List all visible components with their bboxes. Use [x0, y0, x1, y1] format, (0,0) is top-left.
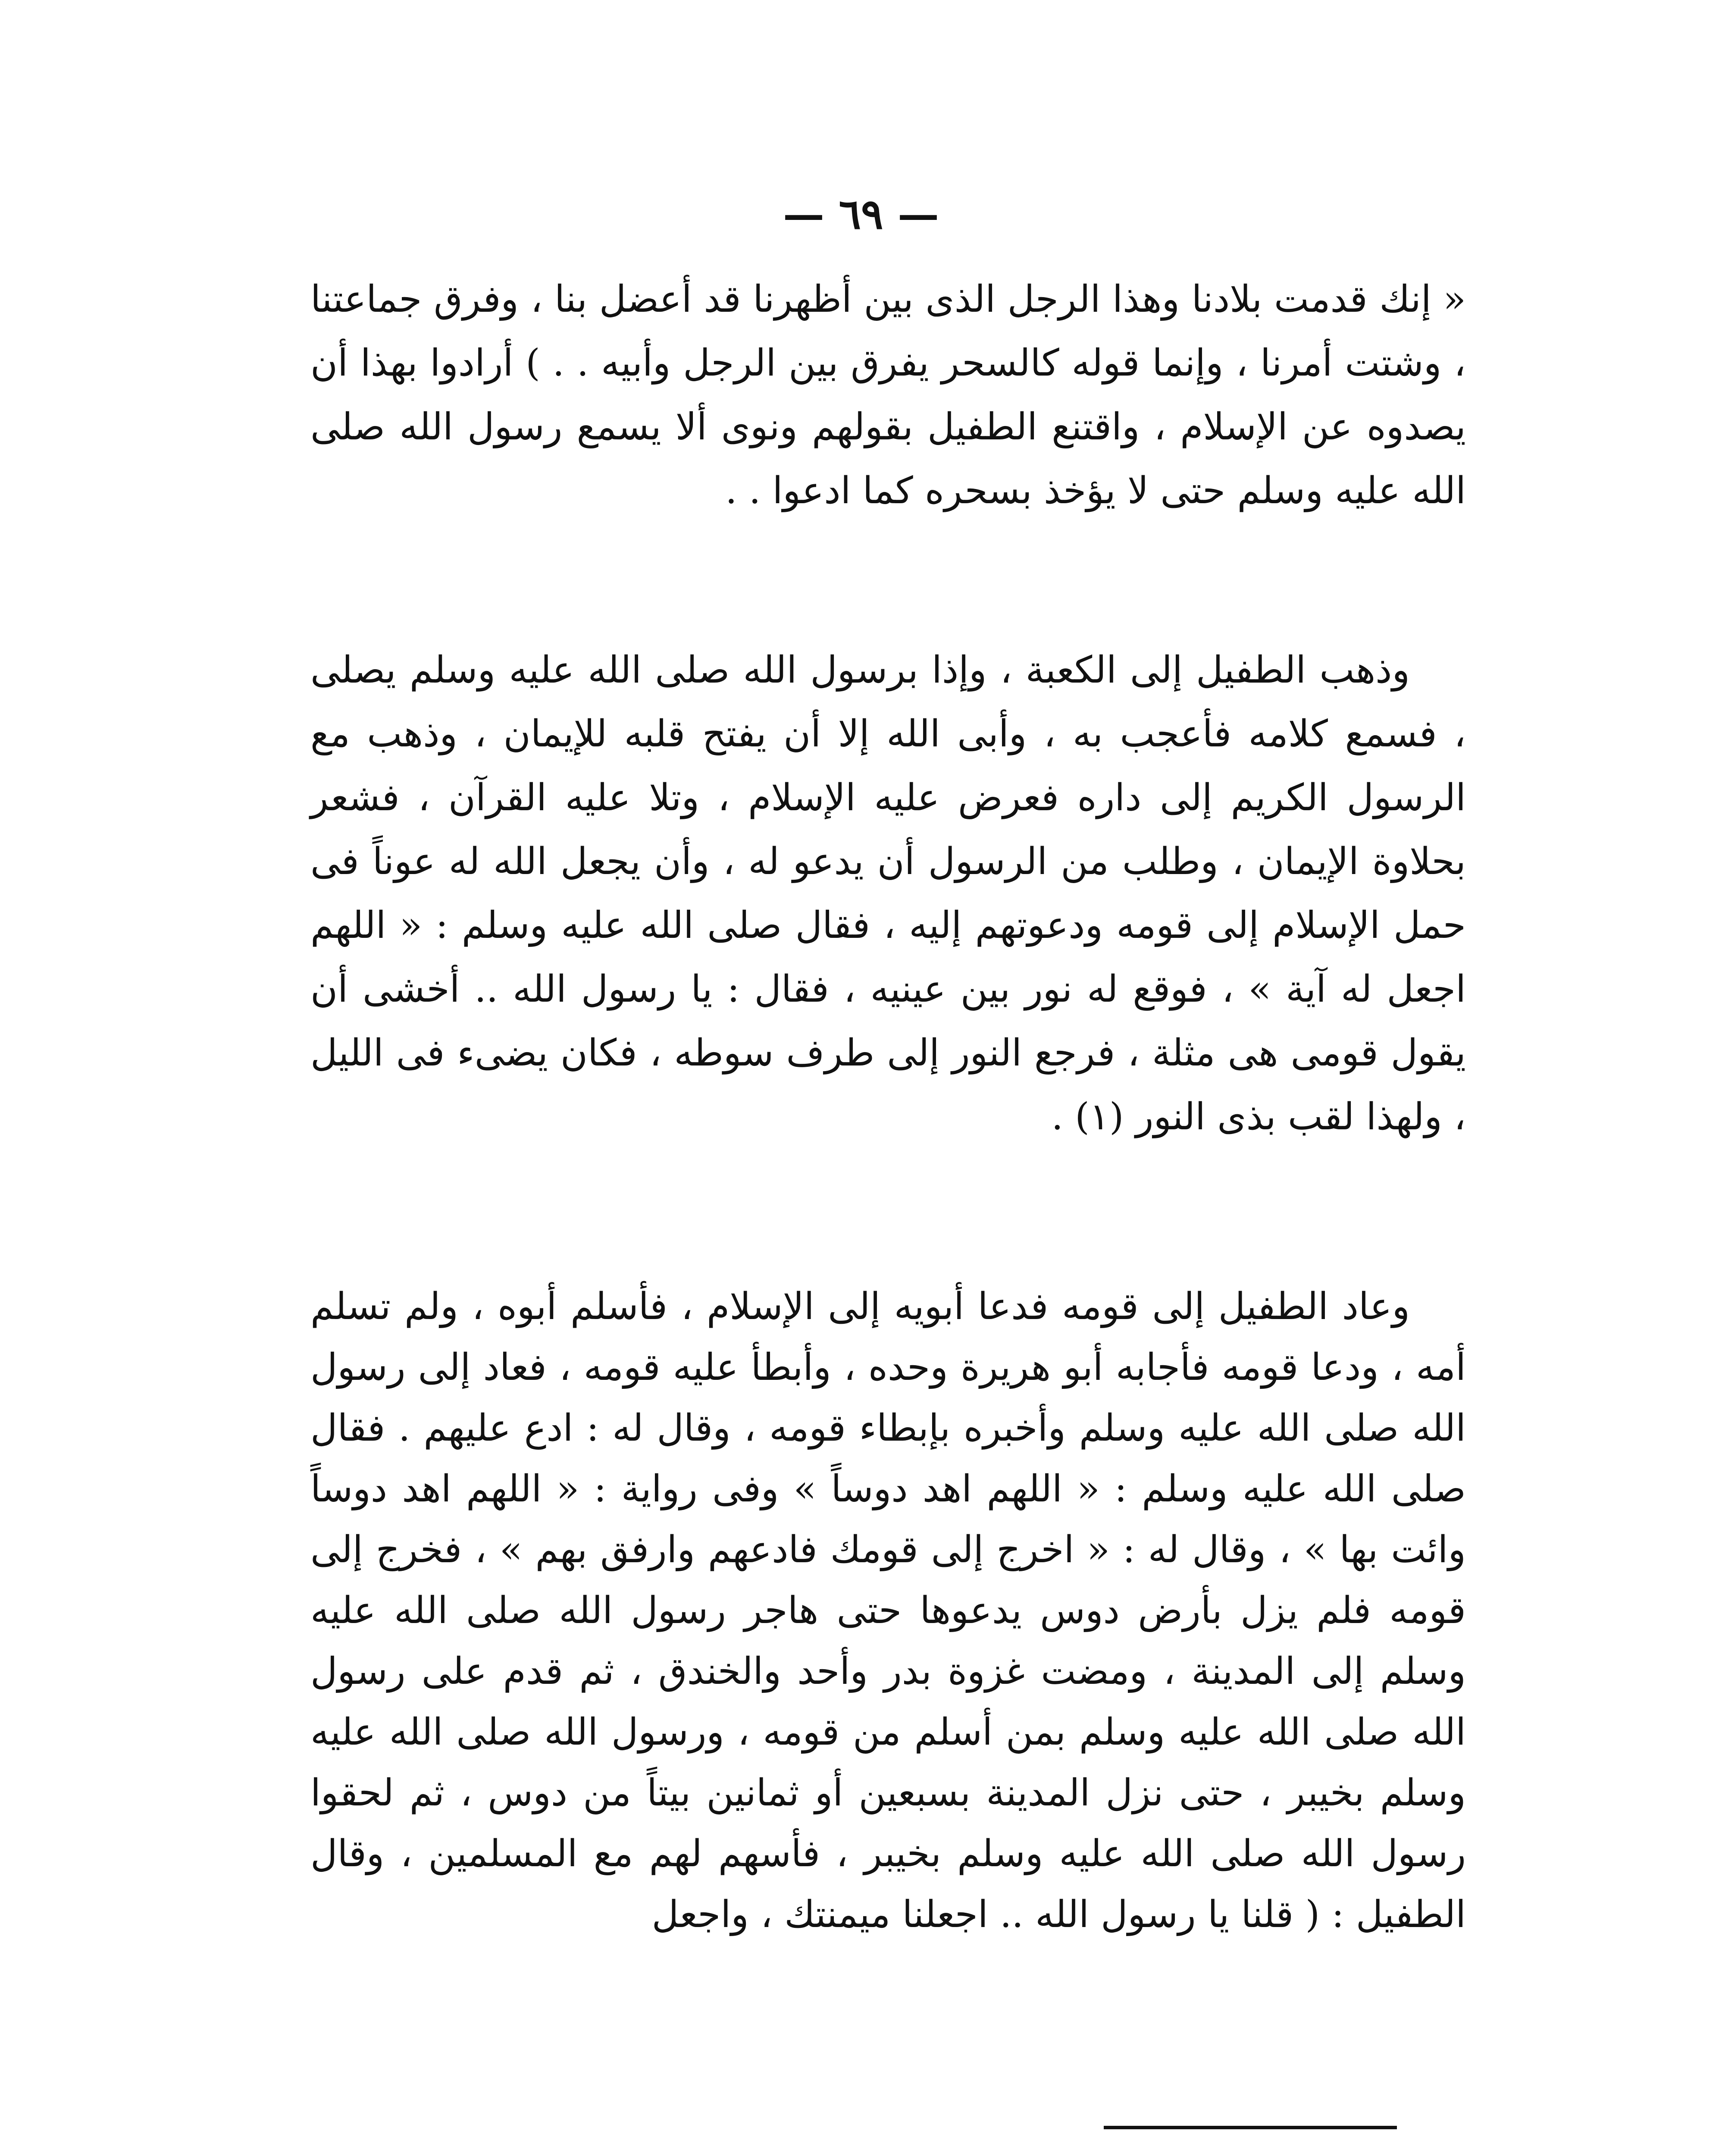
paragraph-1: « إنك قدمت بلادنا وهذا الرجل الذى بين أظهرنا قد أعضل بنا ، وفرق جماعتنا ، وشتت أمرنا ، وإنما قوله كالسحر يفرق بين الرجل وأبيه . . ) أرادوا بهذا أن يصدوه عن الإسلام ، واقتنع الطفيل بقولهم ونوى ألا يسمع رسول الله صلى الله عليه وسلم حتى لا يؤخذ بسحره كما ادعوا . .: [310, 278, 1466, 512]
footnote-separator: [1104, 2126, 1397, 2129]
paragraph-3-block: [310, 1276, 1466, 1945]
page-number: — ٦٩ —: [783, 190, 939, 238]
paragraph-2-block: [310, 638, 1466, 1149]
paragraph-2: وذهب الطفيل إلى الكعبة ، وإذا برسول الله صلى الله عليه وسلم يصلى ، فسمع كلامه فأعجب به ، وأبى الله إلا أن يفتح قلبه للإيمان ، وذهب مع الرسول الكريم إلى داره فعرض عليه الإسلام ، وتلا عليه القرآن ، فشعر بحلاوة الإيمان ، وطلب من الرسول أن يدعو له ، وأن يجعل الله له عوناً فى حمل الإسلام إلى قومه ودعوتهم إليه ، فقال صلى الله عليه وسلم : « اللهم اجعل له آية » ، فوقع له نور بين عينيه ، فقال : يا رسول الله .. أخشى أن يقول قومى هى مثلة ، فرجع النور إلى طرف سوطه ، فكان يضىء فى الليل ، ولهذا لقب بذى النور (١) .: [310, 649, 1466, 1138]
paragraph-1-block: [310, 267, 1466, 523]
paragraph-3: وعاد الطفيل إلى قومه فدعا أبويه إلى الإسلام ، فأسلم أبوه ، ولم تسلم أمه ، ودعا قومه فأجابه أبو هريرة وحده ، وأبطأ عليه قومه ، فعاد إلى رسول الله صلى الله عليه وسلم وأخبره بإبطاء قومه ، وقال له : ادع عليهم . فقال صلى الله عليه وسلم : « اللهم اهد دوساً » وفى رواية : « اللهم اهد دوساً وائت بها » ، وقال له : « اخرج إلى قومك فادعهم وارفق بهم » ، فخرج إلى قومه فلم يزل بأرض دوس يدعوها حتى هاجر رسول الله صلى الله عليه وسلم إلى المدينة ، ومضت غزوة بدر وأحد والخندق ، ثم قدم على رسول الله صلى الله عليه وسلم بمن أسلم من قومه ، ورسول الله صلى الله عليه وسلم بخيبر ، حتى نزل المدينة بسبعين أو ثمانين بيتاً من دوس ، ثم لحقوا رسول الله صلى الله عليه وسلم بخيبر ، فأسهم لهم مع المسلمين ، وقال الطفيل : ( قلنا يا رسول الله .. اجعلنا ميمنتك ، واجعل: [310, 1285, 1466, 1936]
